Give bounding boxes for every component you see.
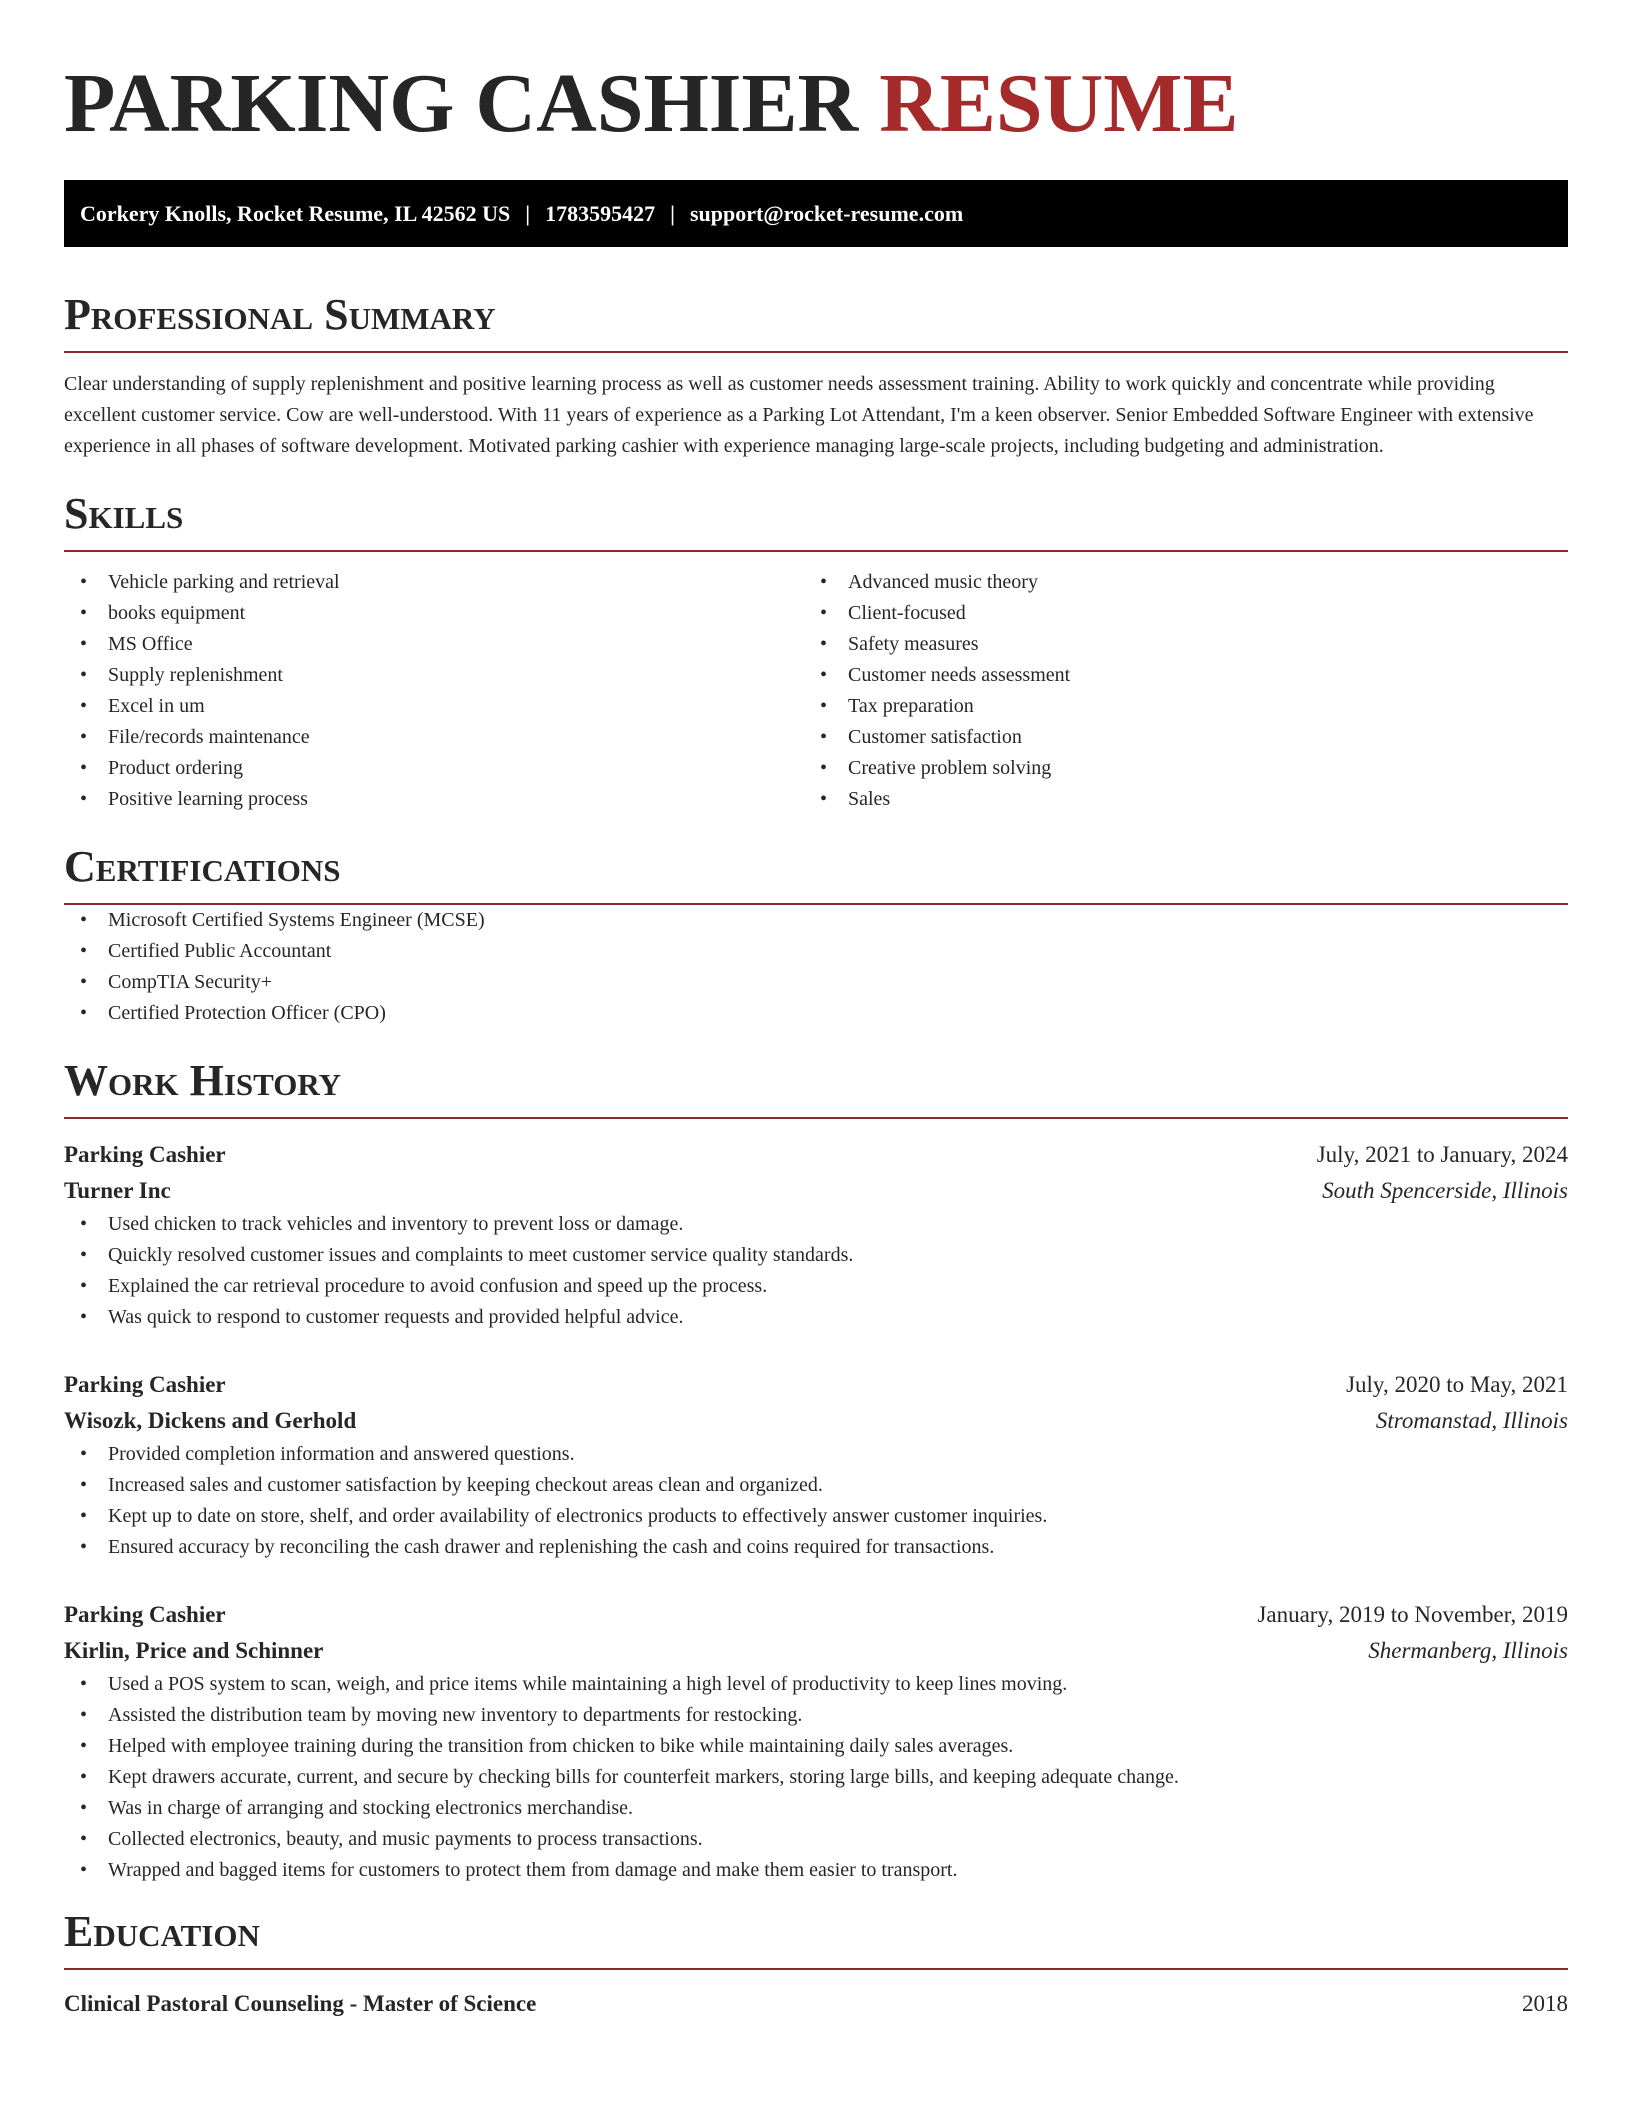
skill-item: • Safety measures [804, 629, 1544, 660]
skill-item: • Supply replenishment [64, 660, 804, 691]
job-duties-list [64, 1669, 1568, 1886]
skill-item: • books equipment [64, 598, 804, 629]
job-duty: • Was quick to respond to customer requests and provided helpful advice. [64, 1302, 1568, 1333]
job-duties-list [64, 1209, 1568, 1333]
skill-item: • File/records maintenance [64, 722, 804, 753]
job-duty: • Wrapped and bagged items for customers to protect them from damage and make them easier to transport. [64, 1855, 1568, 1886]
contact-separator: | [670, 200, 675, 226]
job-company: Wisozk, Dickens and Gerhold [64, 1408, 357, 1433]
education-degree: Clinical Pastoral Counseling - Master of Science [64, 1991, 537, 2016]
job-duty: • Collected electronics, beauty, and music payments to process transactions. [64, 1824, 1568, 1855]
job-entry [64, 1137, 1568, 1333]
certification-item: • Certified Public Accountant [64, 936, 1568, 967]
skills-list-left [64, 567, 804, 815]
job-duty: • Kept up to date on store, shelf, and order availability of electronics products to effectively answer customer inquiries. [64, 1501, 1568, 1532]
skill-item: • Advanced music theory [804, 567, 1544, 598]
section-professional-summary [64, 291, 1568, 462]
title-accent: RESUME [879, 57, 1239, 150]
job-duty: • Helped with employee training during the transition from chicken to bike while maintaining daily sales averages. [64, 1731, 1568, 1762]
skill-item: • Product ordering [64, 753, 804, 784]
certifications-list [64, 905, 1568, 1029]
job-location: South Spencerside, Illinois [1322, 1178, 1568, 1203]
job-duty: • Assisted the distribution team by moving new inventory to departments for restocking. [64, 1700, 1568, 1731]
job-company-row [64, 1403, 1568, 1439]
job-duty: • Provided completion information and answered questions. [64, 1439, 1568, 1470]
job-dates: January, 2019 to November, 2019 [1257, 1602, 1568, 1627]
job-duty: • Was in charge of arranging and stocking electronics merchandise. [64, 1793, 1568, 1824]
job-entry [64, 1367, 1568, 1563]
title-main: PARKING CASHIER [64, 57, 859, 150]
contact-bar [64, 180, 1568, 247]
job-dates: July, 2021 to January, 2024 [1316, 1142, 1568, 1167]
job-duty: • Increased sales and customer satisfaction by keeping checkout areas clean and organized. [64, 1470, 1568, 1501]
skill-item: • Sales [804, 784, 1544, 815]
job-company: Kirlin, Price and Schinner [64, 1638, 324, 1663]
contact-email: support@rocket-resume.com [689, 200, 964, 226]
job-duties-list [64, 1439, 1568, 1563]
job-entry [64, 1597, 1568, 1886]
contact-address: Corkery Knolls, Rocket Resume, IL 42562 US [80, 200, 511, 226]
skill-item: • Creative problem solving [804, 753, 1544, 784]
job-duty: • Used chicken to track vehicles and inventory to prevent loss or damage. [64, 1209, 1568, 1240]
skill-item: • Positive learning process [64, 784, 804, 815]
contact-phone: 1783595427 [545, 200, 656, 226]
education-row [64, 1986, 1568, 2022]
skill-item: • Vehicle parking and retrieval [64, 567, 804, 598]
job-title: Parking Cashier [64, 1142, 226, 1167]
skill-item: • Customer satisfaction [804, 722, 1544, 753]
skill-item: • Customer needs assessment [804, 660, 1544, 691]
job-company: Turner Inc [64, 1178, 171, 1203]
job-header-row [64, 1137, 1568, 1173]
section-heading: Certifications [64, 843, 1568, 905]
job-duty: • Kept drawers accurate, current, and secure by checking bills for counterfeit markers, storing large bills, and keeping adequate change. [64, 1762, 1568, 1793]
certification-item: • Microsoft Certified Systems Engineer (MCSE) [64, 905, 1568, 936]
section-work-history [64, 1057, 1568, 1886]
section-heading: Education [64, 1908, 1568, 1970]
education-year: 2018 [1522, 1991, 1568, 2016]
skill-item: • MS Office [64, 629, 804, 660]
skill-item: • Excel in um [64, 691, 804, 722]
skills-list-right [804, 567, 1544, 815]
job-company-row [64, 1173, 1568, 1209]
job-title: Parking Cashier [64, 1372, 226, 1397]
section-heading: Skills [64, 490, 1568, 552]
job-company-row [64, 1633, 1568, 1669]
section-heading: Work History [64, 1057, 1568, 1119]
job-location: Stromanstad, Illinois [1375, 1408, 1568, 1433]
certification-item: • CompTIA Security+ [64, 967, 1568, 998]
job-header-row [64, 1367, 1568, 1403]
job-header-row [64, 1597, 1568, 1633]
job-duty: • Ensured accuracy by reconciling the cash drawer and replenishing the cash and coins required for transactions. [64, 1532, 1568, 1563]
section-certifications [64, 843, 1568, 1029]
job-duty: • Used a POS system to scan, weigh, and price items while maintaining a high level of productivity to keep lines moving. [64, 1669, 1568, 1700]
section-skills [64, 490, 1568, 815]
job-dates: July, 2020 to May, 2021 [1346, 1372, 1568, 1397]
skills-grid [64, 567, 1568, 815]
certification-item: • Certified Protection Officer (CPO) [64, 998, 1568, 1029]
resume-title [64, 58, 1568, 150]
summary-text: Clear understanding of supply replenishment and positive learning process as well as customer needs assessment training. Ability to work quickly and concentrate while providing excellent customer service. Cow are well-understood. With 11 years of experience as a Parking Lot Attendant, I'm a keen observer. Senior Embedded Software Engineer with extensive experience in all phases of software development. Motivated parking cashier with experience managing large-scale projects, including budgeting and administration. [64, 373, 1534, 457]
job-title: Parking Cashier [64, 1602, 226, 1627]
job-location: Shermanberg, Illinois [1368, 1638, 1568, 1663]
contact-separator: | [525, 200, 531, 226]
job-duty: • Explained the car retrieval procedure to avoid confusion and speed up the process. [64, 1271, 1568, 1302]
job-duty: • Quickly resolved customer issues and complaints to meet customer service quality standards. [64, 1240, 1568, 1271]
skill-item: • Client-focused [804, 598, 1544, 629]
resume-page [64, 0, 1568, 2022]
section-education [64, 1908, 1568, 2022]
skill-item: • Tax preparation [804, 691, 1544, 722]
section-heading: Professional Summary [64, 291, 1568, 353]
